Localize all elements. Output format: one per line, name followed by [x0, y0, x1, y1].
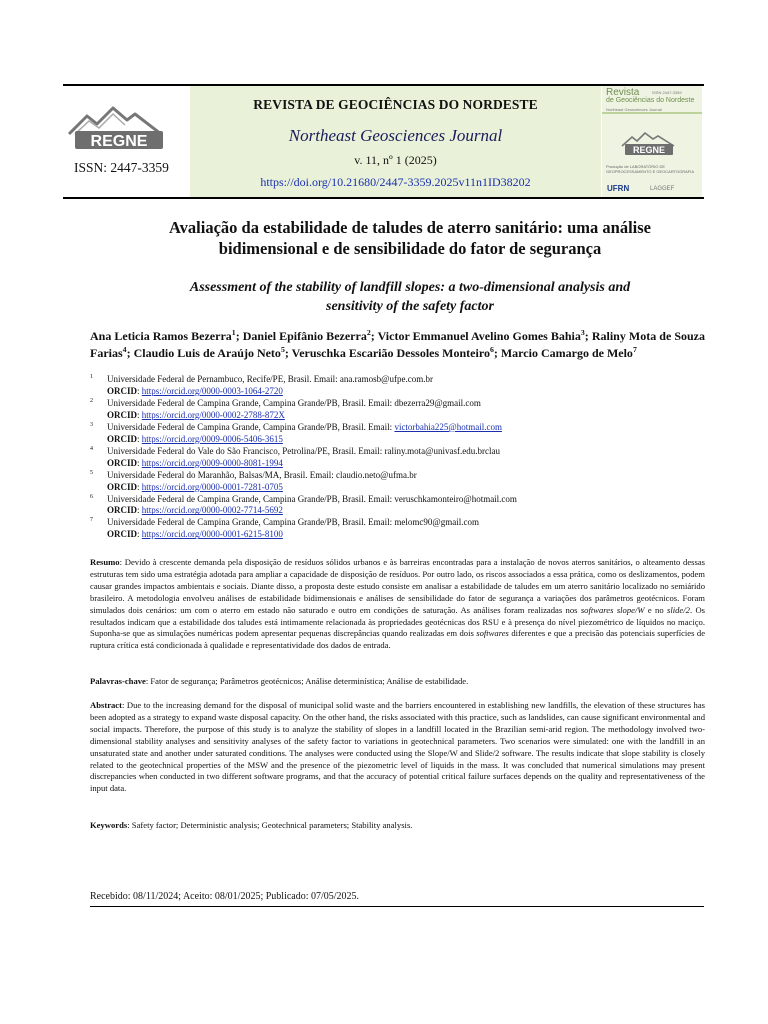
affiliation-item: 1 Universidade Federal de Pernambuco, Recife/PE, Brasil. Email: ana.ramosb@ufpe.com.br ORCID: https://orcid.org/0000-0003-1064-2720 [90, 374, 710, 398]
affiliation-text: Universidade Federal do Vale do São Francisco, Petrolina/PE, Brasil. Email: raliny.mota@univasf.edu.brclau [107, 445, 500, 456]
resumo-text-4: diferentes e que a precisão das potenciais superfícies de ruptura crítica está condicionada à qualidade e representatividade dos dados de entrada. [90, 628, 706, 651]
received-dates: Recebido: 08/11/2024; Aceito: 08/01/2025; Publicado: 07/05/2025. [90, 891, 360, 902]
author-affil-number: 4 [122, 345, 127, 354]
orcid-link[interactable]: https://orcid.org/0000-0001-7281-0705 [141, 481, 283, 492]
header-bottom-rule [63, 197, 704, 199]
cover-ufrn-logo: UFRN [607, 184, 630, 193]
orcid-label: ORCID [107, 529, 138, 540]
resumo-text-2: e no [644, 604, 668, 615]
title-pt-line1: Avaliação da estabilidade de taludes de aterro sanitário: uma análise [168, 218, 651, 237]
affiliation-text: Universidade Federal de Campina Grande, Campina Grande/PB, Brasil. Email: [107, 421, 395, 432]
orcid-label: ORCID [107, 433, 138, 444]
affiliation-text: Universidade Federal de Campina Grande, Campina Grande/PB, Brasil. Email: melomc90@gmail.com [107, 517, 479, 528]
email-link[interactable]: victorbahia225@hotmail.com [394, 421, 502, 432]
title-english [90, 278, 730, 316]
journal-cover-thumbnail [602, 86, 702, 197]
cover-text: Produção de LABORATÓRIO DE GEOPROCESSAMENTO E GEOCARTOGRAFIA [606, 164, 695, 174]
author-name: Claudio Luis de Araújo Neto [133, 346, 281, 360]
orcid-link[interactable]: https://orcid.org/0000-0002-7714-5692 [141, 505, 283, 516]
author-name: Raliny Mota de Souza Farias [90, 329, 705, 360]
palavras-label: Palavras-chave [90, 676, 146, 686]
palavras-text: Fator de segurança; Parâmetros geotécnicos; Análise determinística; Análise de estabilidade. [150, 676, 469, 686]
orcid-link[interactable]: https://orcid.org/0000-0001-6215-8100 [141, 529, 283, 540]
orcid-link[interactable]: https://orcid.org/0000-0002-2788-872X [141, 409, 285, 420]
cover-title: Revista [606, 87, 640, 98]
author-affil-number: 5 [280, 345, 285, 354]
keywords: Keywords: Safety factor; Deterministic analysis; Geotechnical parameters; Stability analysis. [90, 820, 413, 830]
doi-link[interactable]: https://doi.org/10.21680/2447-3359.2025v11n1ID38202 [260, 175, 531, 189]
keywords-text: Safety factor; Deterministic analysis; Geotechnical parameters; Stability analysis. [131, 820, 413, 830]
issn: ISSN: 2447-3359 [74, 160, 169, 175]
affiliation-text: Universidade Federal de Pernambuco, Recife/PE, Brasil. Email: ana.ramosb@ufpe.com.br [107, 374, 433, 384]
orcid-label: ORCID [107, 409, 138, 420]
author-affil-number: 3 [580, 328, 585, 337]
affiliation-number: 4 [90, 445, 93, 452]
affiliation-item: 6 Universidade Federal de Campina Grande, Campina Grande/PB, Brasil. Email: veruschkamonteiro@hotmail.com ORCID: https://orcid.org/0000-0002-7714-5692 [90, 494, 710, 518]
orcid-label: ORCID [107, 505, 138, 516]
cover-logo-text: REGNE [632, 145, 666, 155]
affiliation-item: 7 Universidade Federal de Campina Grande, Campina Grande/PB, Brasil. Email: melomc90@gmail.com ORCID: https://orcid.org/0000-0001-6215-8100 [90, 517, 710, 541]
author-list: Ana Leticia Ramos Bezerra$^1$; Daniel Epifânio Bezerra$^2$; Victor Emmanuel Avelino Gomes Bahia$^3$; Raliny Mota de Souza Farias$^4$; Claudio Luis de Araújo Neto$^5$; Veruschka Escarião Dessoles Monteiro$^6$; Marcio Camargo de Melo$^7$ [90, 328, 705, 360]
volume-issue: v. 11, nº 1 (2025) [354, 153, 437, 167]
logo-text: REGNE [90, 133, 148, 150]
affiliation-number: 1 [90, 374, 93, 380]
author-name: Victor Emmanuel Avelino Gomes Bahia [377, 329, 581, 343]
resumo-paragraph: Resumo: Devido à crescente demanda pela disposição de resíduos sólidos urbanos e às barreiras encontradas para a instalação de novos aterros sanitários, o alteamento dessas estruturas tem sido uma estratégia adotada para ampliar a capacidade de disposição de resíduos. Por outro lado, os riscos associados a essa prática, como os deslizamentos, podem causar grandes impactos ambientais e sociais. Diante disso, a proposta deste estudo consiste em analisar a estabilidade de taludes em um aterro sanitário localizado no semiárido brasileiro. A metodologia envolveu análises de estabilidade bidimensionais e análises de sensibilidade do fator de segurança a variações dos parâmetros geotécnicos. Foram simulados dois cenários: um com o aterro em estado não saturado e outro em condições de saturação. As análises foram realizadas nos softwares slope/W e no slide/2. Os resultados indicam que a estabilidade dos taludes está intimamente relacionada às propriedades geotécnicas dos RSU e à presença do nível piezométrico de líquidos no maciço. Suponha-se que as simulações numéricas podem apresentar pequenas discrepâncias quando realizadas em dois softwares diferentes e que a precisão das potenciais superfícies de ruptura crítica está condicionada à qualidade e representatividade dos dados de entrada. [90, 557, 706, 651]
footer-rule [90, 906, 704, 907]
journal-name: REVISTA DE GEOCIÊNCIAS DO NORDESTE [253, 97, 538, 112]
title-portuguese [90, 217, 730, 259]
orcid-label: ORCID [107, 481, 138, 492]
abstract-text: Due to the increasing demand for the disposal of municipal solid waste and the barriers encountered in establishing new landfills, the elevation of these structures has been adopted as a strategy to expand waste disposal capacity. On the other hand, the risks associated with this practice, such as landslides, can cause significant environmental and social impacts. Therefore, the purpose of this study is to analyze the stability of slopes in a landfill located in the Brazilian semi-arid region. The methodology involved two-dimensional stability analyses and sensitivity analyses of the safety factor to variations in geotechnical parameters. Two scenarios were simulated: one with the landfill in an unsaturated state and another under saturated conditions. The analyses were conducted using the Slope/W and Slide/2 software. The results indicate that slope stability is closely related to the geotechnical properties of the MSW and the presence of the piezometric level of liquids in the mass. It was concluded that numerical simulations may present discrepancies when conducted in two different software programs, and that the accuracy of potential critical failure surfaces depends on the quality and representativeness of the input data. [90, 700, 705, 794]
cover-subtitle: de Geociências do Nordeste [606, 97, 695, 104]
abstract-label: Abstract [90, 700, 122, 710]
journal-logo-block [63, 86, 189, 197]
resumo-label: Resumo [90, 557, 120, 567]
affiliation-item: 4 Universidade Federal do Vale do São Francisco, Petrolina/PE, Brasil. Email: raliny.mota@univasf.edu.brclau ORCID: https://orcid.org/0009-0000-8081-1994 [90, 446, 710, 470]
cover-issn: ISSN 2447-3359 [652, 90, 682, 95]
cover-lab-logo: LAGGEF [650, 186, 675, 192]
author-name: Marcio Camargo de Melo [500, 346, 633, 360]
affiliation-item: 2 Universidade Federal de Campina Grande, Campina Grande/PB, Brasil. Email: dbezerra29@gmail.com ORCID: https://orcid.org/0000-0002-2788-872X [90, 398, 710, 422]
palavras-chave: Palavras-chave: Fator de segurança; Parâmetros geotécnicos; Análise determinística; Análise de estabilidade. [90, 676, 469, 686]
orcid-link[interactable]: https://orcid.org/0009-0006-5406-3615 [141, 433, 283, 444]
orcid-link[interactable]: https://orcid.org/0000-0003-1064-2720 [141, 385, 283, 396]
affiliation-number: 5 [90, 469, 93, 476]
resumo-text-3: . Os resultados indicam que a estabilidade dos taludes está intimamente relacionada às propriedades geotécnicas dos RSU e à presença do nível piezométrico de líquidos no maciço. Suponha-se que as simulações numéricas podem apresentar pequenas discrepâncias quando realizadas em dois [90, 604, 705, 639]
author-name: Veruschka Escarião Dessoles Monteiro [291, 346, 490, 360]
journal-name-en: Northeast Geosciences Journal [288, 126, 503, 145]
title-en-line2: sensitivity of the safety factor [326, 299, 494, 314]
resumo-italic-2: slide/2 [667, 604, 690, 615]
cover-subtitle-en: Northeast Geosciences Journal [606, 107, 662, 112]
affiliation-item: 3 Universidade Federal de Campina Grande, Campina Grande/PB, Brasil. Email: victorbahia225@hotmail.com ORCID: https://orcid.org/0009-0006-5406-3615 [90, 421, 502, 444]
author-name: Daniel Epifânio Bezerra [242, 329, 367, 343]
author-affil-number: 7 [632, 345, 637, 354]
author-affil-number: 1 [231, 328, 236, 337]
affiliation-text: Universidade Federal de Campina Grande, Campina Grande/PB, Brasil. Email: veruschkamonteiro@hotmail.com [107, 493, 517, 504]
orcid-label: ORCID [107, 385, 138, 396]
affiliation-text: Universidade Federal do Maranhão, Balsas/MA, Brasil. Email: claudio.neto@ufma.br [107, 469, 417, 480]
author-name: Ana Leticia Ramos Bezerra [90, 329, 232, 343]
keywords-label: Keywords [90, 820, 128, 830]
journal-info [190, 86, 601, 197]
affiliation-number: 3 [90, 421, 93, 428]
resumo-italic-1: softwares slope/W [580, 604, 645, 615]
affiliation-item: 5 Universidade Federal do Maranhão, Balsas/MA, Brasil. Email: claudio.neto@ufma.br ORCID: https://orcid.org/0000-0001-7281-0705 [90, 470, 710, 494]
cover-band [602, 112, 702, 114]
abstract-paragraph: Abstract: Due to the increasing demand for the disposal of municipal solid waste and the barriers encountered in establishing new landfills, the elevation of these structures has been adopted as a strategy to expand waste disposal capacity. On the other hand, the risks associated with this practice, such as landslides, can cause significant environmental and social impacts. Therefore, the purpose of this study is to analyze the stability of slopes in a landfill located in the Brazilian semi-arid region. The methodology involved two-dimensional stability analyses and sensitivity analyses of the safety factor to variations in geotechnical parameters. Two scenarios were simulated: one with the landfill in an unsaturated state and another under saturated conditions. The analyses were conducted using the Slope/W and Slide/2 software. The results indicate that slope stability is closely related to the geotechnical properties of the MSW and the presence of the piezometric level of liquids in the mass. It was concluded that numerical simulations may present discrepancies when conducted in two different software programs, and that the accuracy of potential critical failure surfaces depends on the quality and representativeness of the input data. [90, 700, 705, 794]
orcid-label: ORCID [107, 457, 138, 468]
title-en-line1: Assessment of the stability of landfill slopes: a two-dimensional analysis and [189, 280, 631, 295]
author-affil-number: 2 [366, 328, 371, 337]
title-pt-line2: bidimensional e de sensibilidade do fator de segurança [218, 239, 602, 258]
orcid-link[interactable]: https://orcid.org/0009-0000-8081-1994 [141, 457, 283, 468]
affiliation-number: 2 [90, 397, 93, 404]
cover-logo [620, 131, 678, 157]
affiliation-list [90, 374, 710, 541]
author-affil-number: 6 [489, 345, 494, 354]
affiliation-number: 7 [90, 517, 93, 524]
resumo-italic-3: softwares [476, 628, 509, 639]
affiliation-number: 6 [90, 493, 93, 500]
regne-logo [65, 104, 175, 152]
affiliation-text: Universidade Federal de Campina Grande, Campina Grande/PB, Brasil. Email: dbezerra29@gmail.com [107, 397, 481, 408]
resumo-text-1: Devido à crescente demanda pela disposição de resíduos sólidos urbanos e às barreiras encontradas para a instalação de novos aterros sanitários, o alteamento dessas estruturas tem sido uma estratégia adotada para ampliar a capacidade de disposição de resíduos. Por outro lado, os riscos associados a essa prática, como os deslizamentos, podem causar grandes impactos ambientais e sociais. Diante disso, a proposta deste estudo consiste em analisar a estabilidade de taludes em um aterro sanitário localizado no semiárido brasileiro. A metodologia envolveu análises de estabilidade bidimensionais e análises de sensibilidade do fator de segurança a variações dos parâmetros geotécnicos. Foram simulados dois cenários: um com o aterro em estado não saturado e outro em condições de saturação. As análises foram realizadas nos [90, 557, 705, 615]
